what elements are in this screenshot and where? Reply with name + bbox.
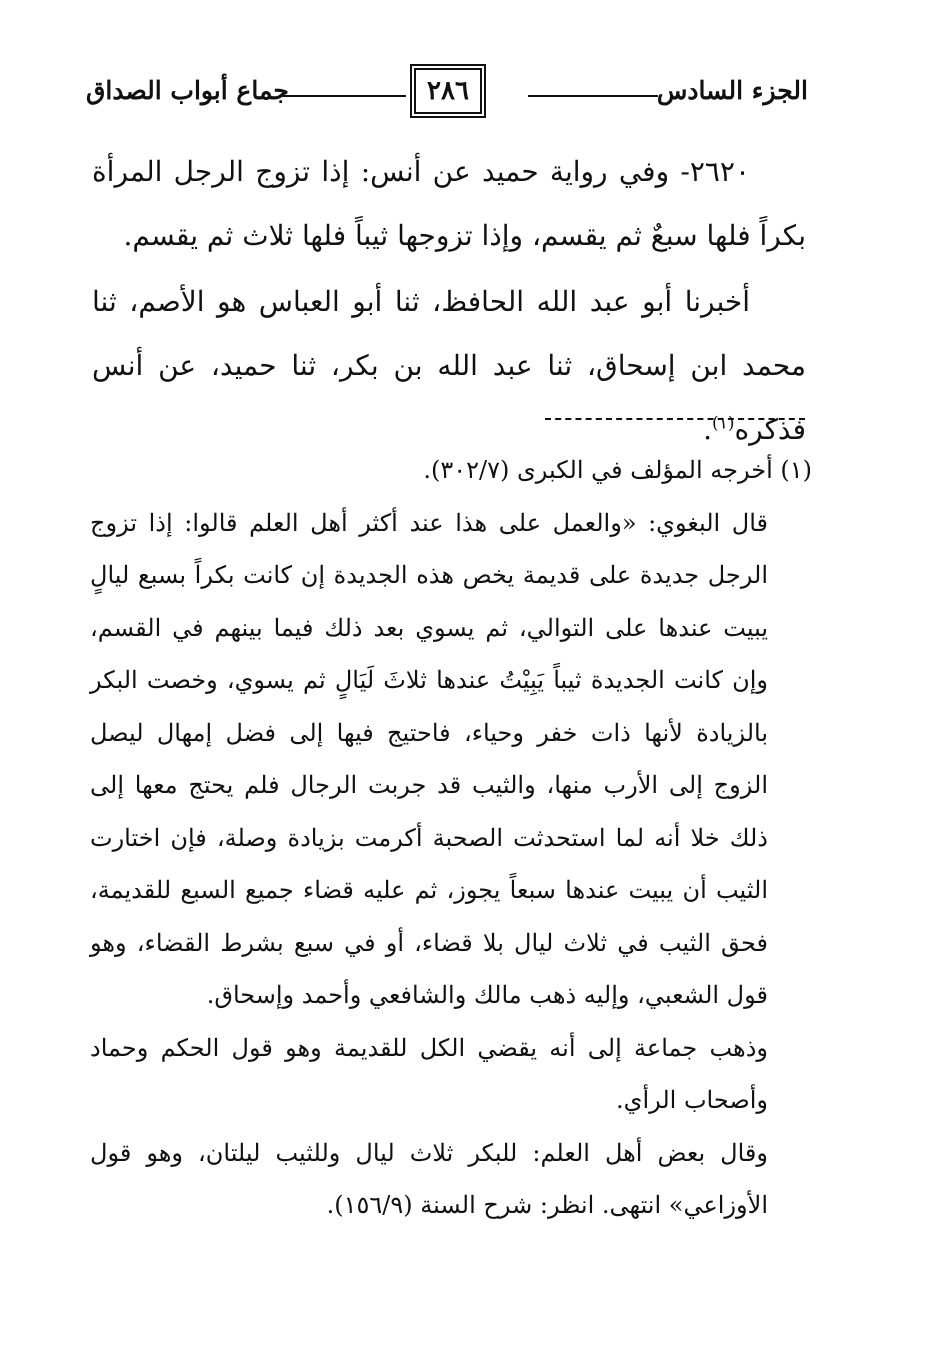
footnotes (90, 444, 812, 1232)
isnad-paragraph (92, 270, 806, 462)
header-rule-right (528, 95, 658, 97)
page-number: ٢٨٦ (414, 68, 482, 114)
footnote-second-opinion: وذهب جماعة إلى أنه يقضي الكل للقديمة وهو قول الحكم وحماد وأصحاب الرأي. (90, 1033, 768, 1114)
footnote-reference[interactable]: (١) (712, 413, 735, 434)
footnote-third-opinion: وقال بعض أهل العلم: للبكر ثلاث ليال وللثيب ليلتان، وهو قول الأوزاعي» انتهى. انظر: شرح السنة (١٥٦/٩). (90, 1138, 768, 1219)
header-rule-left (280, 95, 406, 97)
hadith-paragraph: ٢٦٢٠- وفي رواية حميد عن أنس: إذا تزوج الرجل المرأة بكراً فلها سبعٌ ثم يقسم، وإذا تزوجها ثيباً فلها ثلاث ثم يقسم. (92, 155, 806, 252)
footnote-separator (545, 418, 805, 420)
footnote-baghawi-quote: قال البغوي: «والعمل على هذا عند أكثر أهل العلم قالوا: إذا تزوج الرجل جديدة على قديمة يخص هذه الجديدة إن كانت بكراً بسبع ليالٍ يبيت عندها على التوالي، ثم يسوي بعد ذلك فيما بينهم في القسم، وإن كانت الجديدة ثيباً يَبِيْتُ عندها ثلاثَ لَيَالٍ ثم يسوي، وخصت البكر بالزيادة لأنها ذات خفر وحياء، فاحتيج فيها إلى فضل إمهال ليصل الزوج إلى الأرب منها، والثيب قد جربت الرجال فلم يحتج معها إلى ذلك خلا أنه لما استحدثت الصحبة أكرمت بزيادة وصلة، فإن اختارت الثيب أن يبيت عندها سبعاً يجوز، ثم عليه قضاء جميع السبع للقديمة، فحق الثيب في ثلاث ليال بلا قضاء، أو في سبع بشرط القضاء، وهو قول الشعبي، وإليه ذهب مالك والشافعي وأحمد وإسحاق. (90, 508, 768, 1009)
main-text (92, 140, 806, 464)
volume-label: الجزء السادس (656, 76, 808, 105)
chapter-title: جماع أبواب الصداق (86, 76, 289, 105)
running-header (86, 68, 808, 120)
isnad-end: . (703, 413, 713, 446)
isnad-text: أخبرنا أبو عبد الله الحافظ، ثنا أبو العباس هو الأصم، ثنا محمد ابن إسحاق، ثنا عبد الله بن بكر، ثنا حميد، عن أنس فذكره (92, 285, 806, 446)
footnote-1: (١) أخرجه المؤلف في الكبرى (٣٠٢/٧). (423, 456, 812, 484)
